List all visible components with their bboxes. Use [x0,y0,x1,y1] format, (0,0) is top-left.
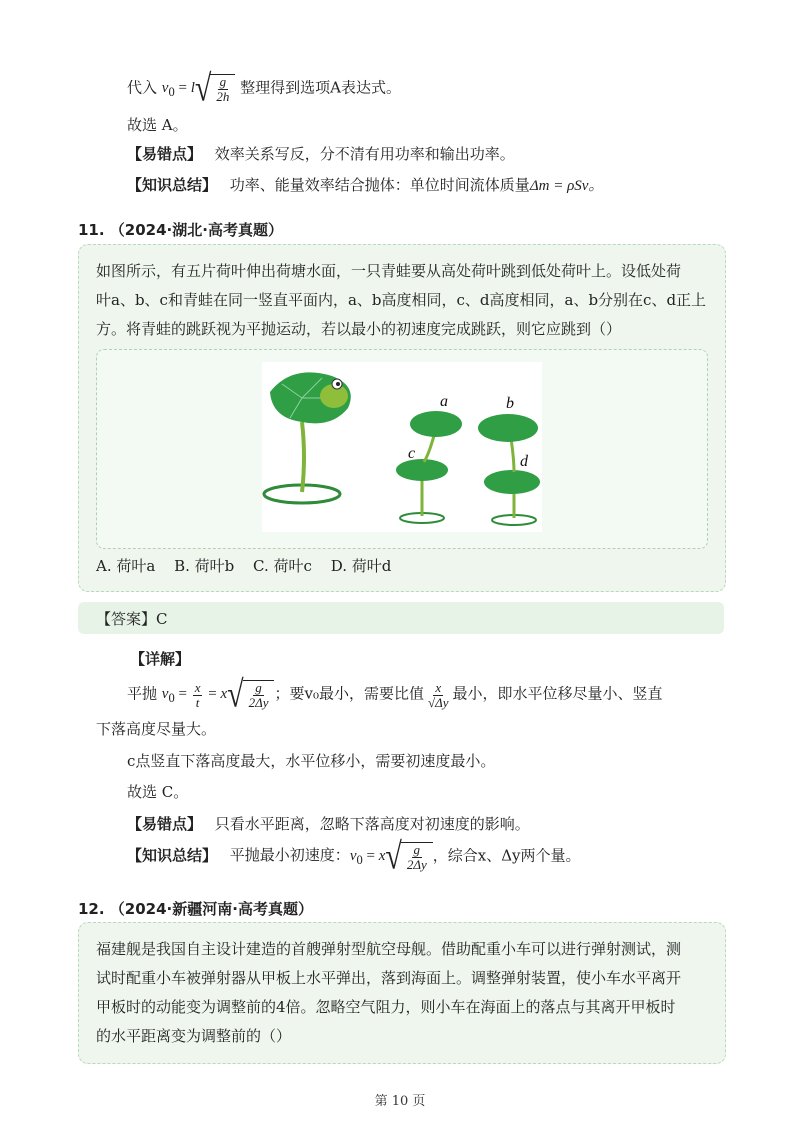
q11-stem-1: 如图所示，有五片荷叶伸出荷塘水面，一只青蛙要从高处荷叶跳到低处荷叶上。设低处荷 [96,262,682,280]
formula-v0: $v_0 = l$ √ $\frac{g}{2h}$ [162,80,236,96]
formula-min-v0: $v_0 = x$ √ $\frac{g}{2\Delta y}$ [350,848,433,864]
option-a[interactable]: A. 荷叶a [96,557,156,575]
option-d[interactable]: D. 荷叶d [330,557,392,575]
lotus-frog-illustration [262,362,542,532]
error-point: 【易错点】 效率关系写反，分不清有用功率和输出功率。 [127,145,515,163]
option-c[interactable]: C. 荷叶c [253,557,312,575]
question-11-heading: 11. （2024·湖北·高考真题） [78,221,283,239]
detail-heading: 【详解】 [130,650,191,668]
choice-a: 故选 A。 [127,116,188,134]
q11-knowledge-summary: 【知识总结】 平抛最小初速度：$v_0 = x$ √ $\frac{g}{2\Delta y}$ ，综合x、Δy两个量。 [127,835,581,877]
q12-stem-2: 试时配重小车被弹射器从甲板上水平弹出，落到海面上。调整弹射装置，使小车水平离开 [96,969,682,987]
page-number: 第 10 页 [374,1094,426,1109]
answer-text: 【答案】C [96,610,168,628]
knowledge-summary: 【知识总结】 功率、能量效率结合抛体：单位时间流体质量Δm = ρSv。 [127,176,604,194]
label-b: b [506,395,514,412]
q12-stem-3: 甲板时的动能变为调整前的4倍。忽略空气阻力，则小车在海面上的落点与其离开甲板时 [96,998,676,1016]
detail-line-1: 平抛 $v_0$ = $\frac{x}{t}$ = x √ $\frac{g}{2\Delta y}$ ；要v₀最小，需要比值 $\frac{x}{√\Delta y}$ 最小，即水平位移尽量小、竖直 [127,673,663,715]
formula-v0-ratio: $v_0$ = $\frac{x}{t}$ = x √ $\frac{g}{2\Delta y}$ [162,686,275,702]
q11-error-point: 【易错点】 只看水平距离，忽略下落高度对初速度的影响。 [127,815,530,833]
detail-line-3: c点竖直下落高度最大，水平位移小，需要初速度最小。 [127,752,496,770]
label-c: c [408,445,416,462]
detail-line-2: 下落高度尽量大。 [96,720,217,738]
label-a: a [440,393,448,410]
answer-bar [78,602,724,634]
label-d: d [520,453,528,470]
q11-stem-2: 叶a、b、c和青蛙在同一竖直平面内，a、b高度相同，c、d高度相同，a、b分别在c、d正上 [96,291,707,309]
substitute-line: 代入 $v_0 = l$ √ $\frac{g}{2h}$ 整理得到选项A表达式。 [127,67,401,109]
formula-ratio: $\frac{x}{√\Delta y}$ [427,679,449,710]
question-12-heading: 12. （2024·新疆河南·高考真题） [78,900,313,918]
q12-stem-4: 的水平距离变为调整前的（） [96,1027,292,1045]
q11-stem-3: 方。将青蛙的跳跃视为平抛运动，若以最小的初速度完成跳跃，则它应跳到（） [96,320,622,338]
q12-stem-1: 福建舰是我国自主设计建造的首艘弹射型航空母舰。借助配重小车可以进行弹射测试，测 [96,940,682,958]
choice-c: 故选 C。 [127,783,189,801]
lotus-frog-figure [262,362,542,532]
option-b[interactable]: B. 荷叶b [174,557,235,575]
q11-options [96,557,391,575]
